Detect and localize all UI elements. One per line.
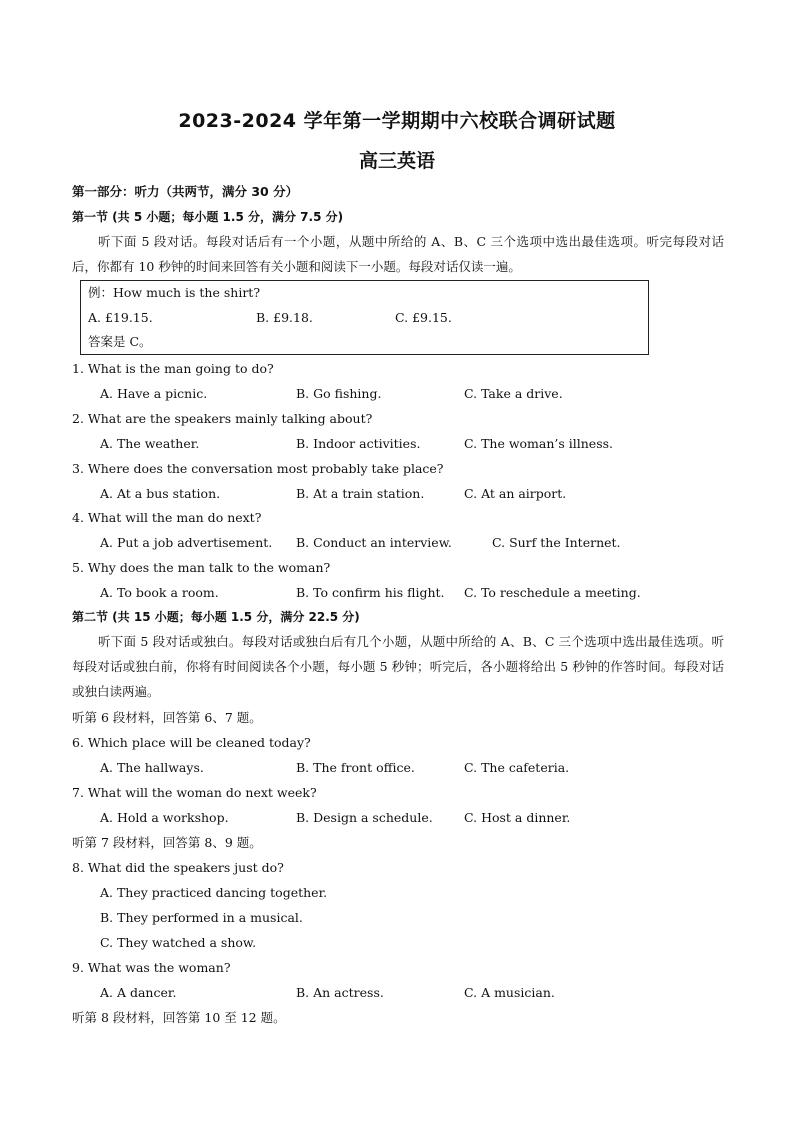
q3-option-a: A. At a bus station. <box>100 486 221 501</box>
q3-option-c: C. At an airport. <box>464 486 567 501</box>
q9-option-b: B. An actress. <box>296 985 384 1000</box>
q2-option-a: A. The weather. <box>100 436 200 451</box>
example-option-c: C. £9.15. <box>395 310 452 325</box>
q6-option-b: B. The front office. <box>296 760 415 775</box>
example-option-a: A. £19.15. <box>88 310 153 325</box>
question-5: 5. Why does the man talk to the woman? <box>72 560 331 575</box>
q9-option-c: C. A musician. <box>464 985 555 1000</box>
q1-option-c: C. Take a drive. <box>464 386 563 401</box>
q1-option-a: A. Have a picnic. <box>100 386 208 401</box>
q8-option-b: B. They performed in a musical. <box>100 910 303 925</box>
q7-option-b: B. Design a schedule. <box>296 810 433 825</box>
q4-option-b: B. Conduct an interview. <box>296 535 452 550</box>
q2-option-b: B. Indoor activities. <box>296 436 421 451</box>
example-option-b: B. £9.18. <box>256 310 313 325</box>
q5-option-c: C. To reschedule a meeting. <box>464 585 641 600</box>
question-9: 9. What was the woman? <box>72 960 231 975</box>
section2-instructions: 听下面 5 段对话或独白。每段对话或独白后有几个小题，从题中所给的 A、B、C 三个选项中选出最佳选项。听每段对话或独白前，你将有时间阅读各个小题，每小题 5 秒钟；听完后，各小题将给出 5 秒钟的作答时间。每段对话或独白读两遍。 <box>72 634 724 699</box>
question-1: 1. What is the man going to do? <box>72 361 274 376</box>
material-8-note: 听第 8 段材料，回答第 10 至 12 题。 <box>72 1010 286 1025</box>
section1-heading: 第一节 (共 5 小题；每小题 1.5 分，满分 7.5 分) <box>72 210 344 224</box>
question-3: 3. Where does the conversation most probably take place? <box>72 461 444 476</box>
example-question: 例：How much is the shirt? <box>88 285 261 300</box>
section2-heading: 第二节 (共 15 小题；每小题 1.5 分，满分 22.5 分) <box>72 610 360 624</box>
section1-instructions: 听下面 5 段对话。每段对话后有一个小题，从题中所给的 A、B、C 三个选项中选出最佳选项。听完每段对话后，你都有 10 秒钟的时间来回答有关小题和阅读下一小题。每段对话仅读一遍。 <box>72 234 724 274</box>
part1-heading: 第一部分：听力（共两节，满分 30 分） <box>72 184 299 199</box>
question-2: 2. What are the speakers mainly talking about? <box>72 411 373 426</box>
question-4: 4. What will the man do next? <box>72 510 262 525</box>
q2-option-c: C. The woman’s illness. <box>464 436 614 451</box>
question-8: 8. What did the speakers just do? <box>72 860 284 875</box>
q6-option-c: C. The cafeteria. <box>464 760 570 775</box>
q4-option-a: A. Put a job advertisement. <box>100 535 273 550</box>
q8-option-c: C. They watched a show. <box>100 935 257 950</box>
q5-option-a: A. To book a room. <box>100 585 219 600</box>
q9-option-a: A. A dancer. <box>100 985 177 1000</box>
q7-option-c: C. Host a dinner. <box>464 810 571 825</box>
exam-title: 2023-2024 学年第一学期期中六校联合调研试题 <box>178 110 616 132</box>
q1-option-b: B. Go fishing. <box>296 386 382 401</box>
q7-option-a: A. Hold a workshop. <box>100 810 229 825</box>
q3-option-b: B. At a train station. <box>296 486 425 501</box>
question-6: 6. Which place will be cleaned today? <box>72 735 311 750</box>
q4-option-c: C. Surf the Internet. <box>492 535 621 550</box>
q5-option-b: B. To confirm his flight. <box>296 585 445 600</box>
q6-option-a: A. The hallways. <box>100 760 204 775</box>
exam-subtitle: 高三英语 <box>358 150 435 172</box>
material-7-note: 听第 7 段材料，回答第 8、9 题。 <box>72 835 262 850</box>
q8-option-a: A. They practiced dancing together. <box>100 885 328 900</box>
material-6-note: 听第 6 段材料，回答第 6、7 题。 <box>72 710 262 725</box>
question-7: 7. What will the woman do next week? <box>72 785 317 800</box>
example-answer: 答案是 C。 <box>88 334 152 349</box>
